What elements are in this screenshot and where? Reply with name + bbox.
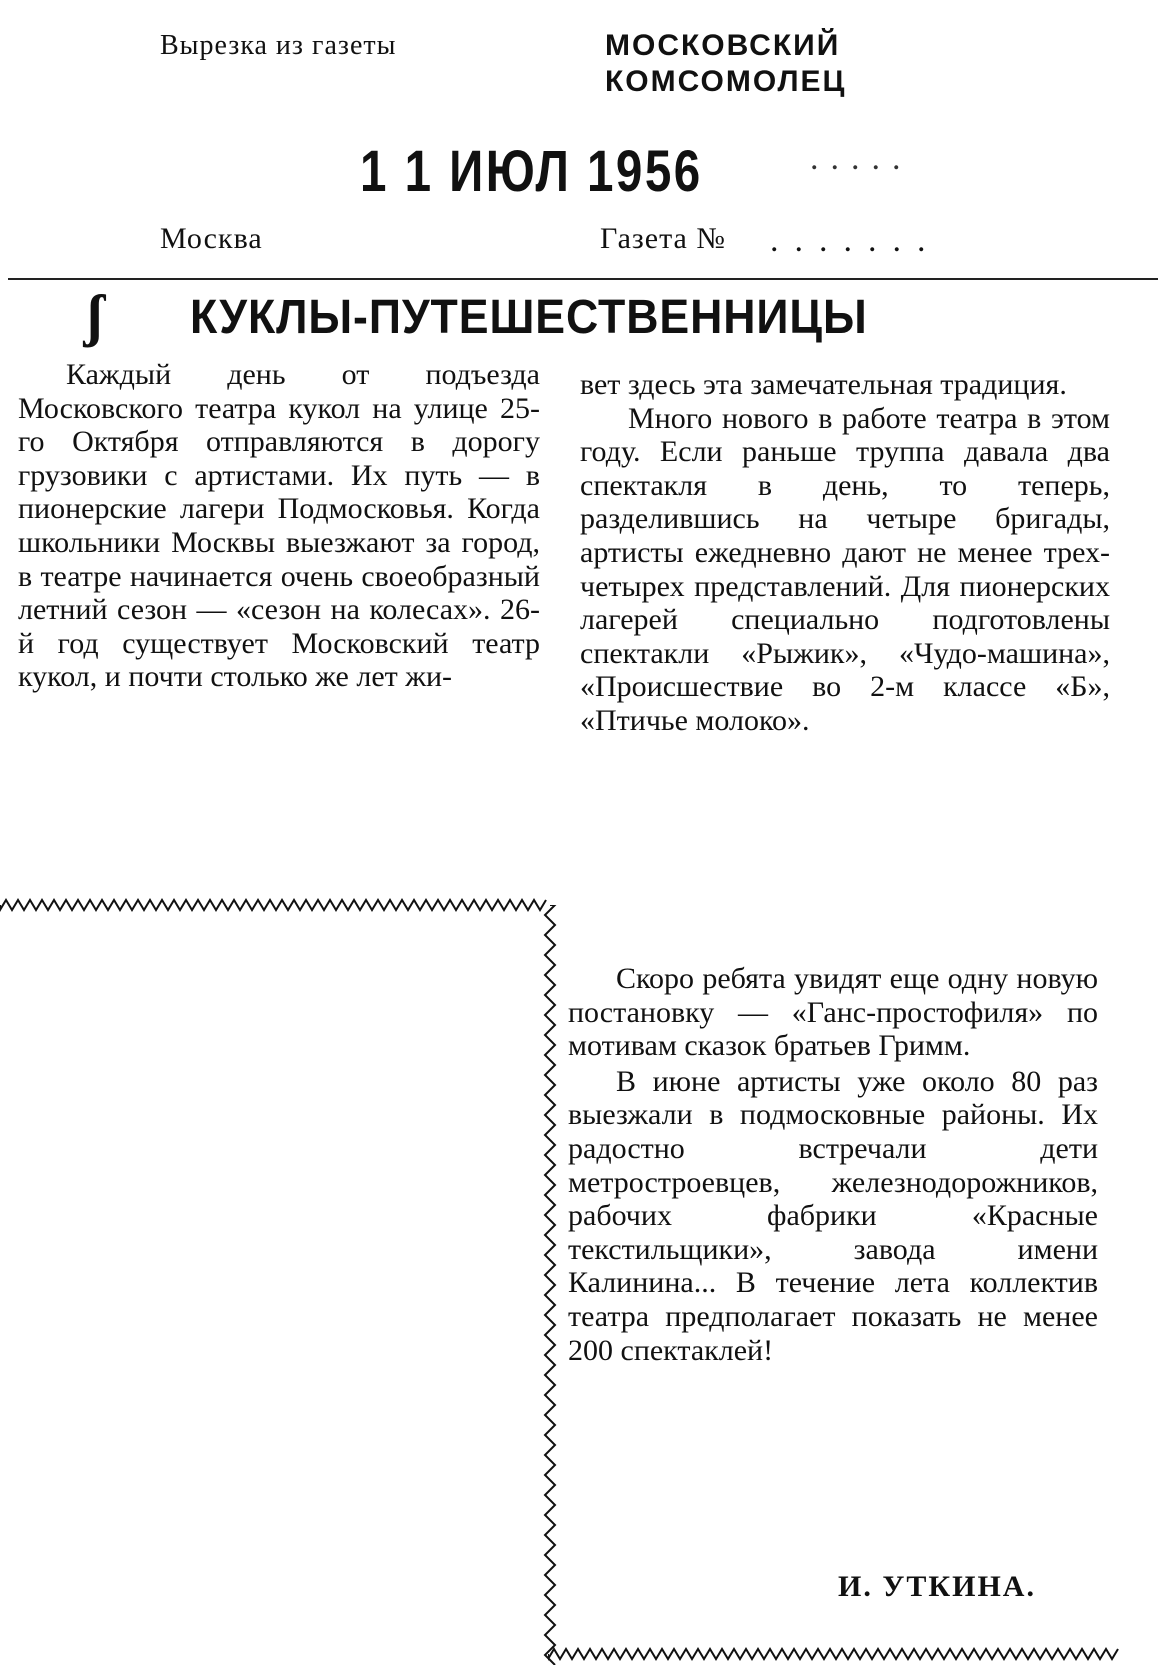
headline-bracket-mark: ʃ	[86, 283, 104, 348]
clipping-label: Вырезка из газеты	[160, 30, 397, 61]
author-signature: И. УТКИНА.	[838, 1570, 1036, 1603]
date-stamp-dots: .....	[810, 140, 913, 177]
paragraph-continuation: вет здесь эта замечательная традиция.	[580, 368, 1067, 401]
newspaper-name-line1: МОСКОВСКИЙ	[605, 29, 841, 62]
newspaper-name	[605, 28, 846, 100]
date-stamp: 1 1 ИЮЛ 1956	[360, 139, 703, 204]
issue-number-blank: .......	[770, 222, 942, 259]
paragraph-4: В июне артисты уже около 80 раз выезжали в подмосковные районы. Их радостно встречали дети метростроевцев, железнодорожников, рабочих фабрики «Красные текстильщики», завода имени Калинина... В течение лета коллектив театра предполагает показать не менее 200 спектаклей!	[568, 1064, 1098, 1367]
paragraph-1: Каждый день от подъезда Московского театра кукол на улице 25-го Октября отправляются в дорогу грузовики с артистами. Их путь — в пионерские лагери Подмосковья. Когда школьники Москвы выезжают за город, в театре начинается очень своеобразный летний сезон — «сезон на колесах». 26-й год существует Московский театр кукол, и почти столько же лет жи-	[18, 358, 540, 694]
issue-number-label: Газета №	[600, 222, 726, 255]
city-label: Москва	[160, 222, 263, 255]
paragraph-2: Много нового в работе театра в этом году. Если раньше труппа давала два спектакля в день, то теперь, разделившись на четыре бригады, артисты ежедневно дают не менее трех-четырех представлений. Для пионерских лагерей специально подготовлены спектакли «Рыжик», «Чудо-машина», «Происшествие во 2-м классе «Б», «Птичье молоко».	[580, 401, 1110, 737]
article-column-2	[580, 368, 1110, 738]
paragraph-3: Скоро ребята увидят еще одну новую постановку — «Ганс-простофиля» по мотивам сказок братьев Гримм.	[568, 962, 1098, 1063]
zigzag-border-top-left	[0, 895, 548, 915]
article-column-3	[568, 962, 1098, 1367]
header-rule	[8, 278, 1158, 280]
article-headline: КУКЛЫ-ПУТЕШЕСТВЕННИЦЫ	[190, 291, 868, 344]
newspaper-name-line2: КОМСОМОЛЕЦ	[605, 65, 847, 98]
zigzag-border-bottom	[548, 1644, 1123, 1664]
article-column-1	[18, 358, 540, 694]
zigzag-border-vertical	[540, 905, 560, 1665]
